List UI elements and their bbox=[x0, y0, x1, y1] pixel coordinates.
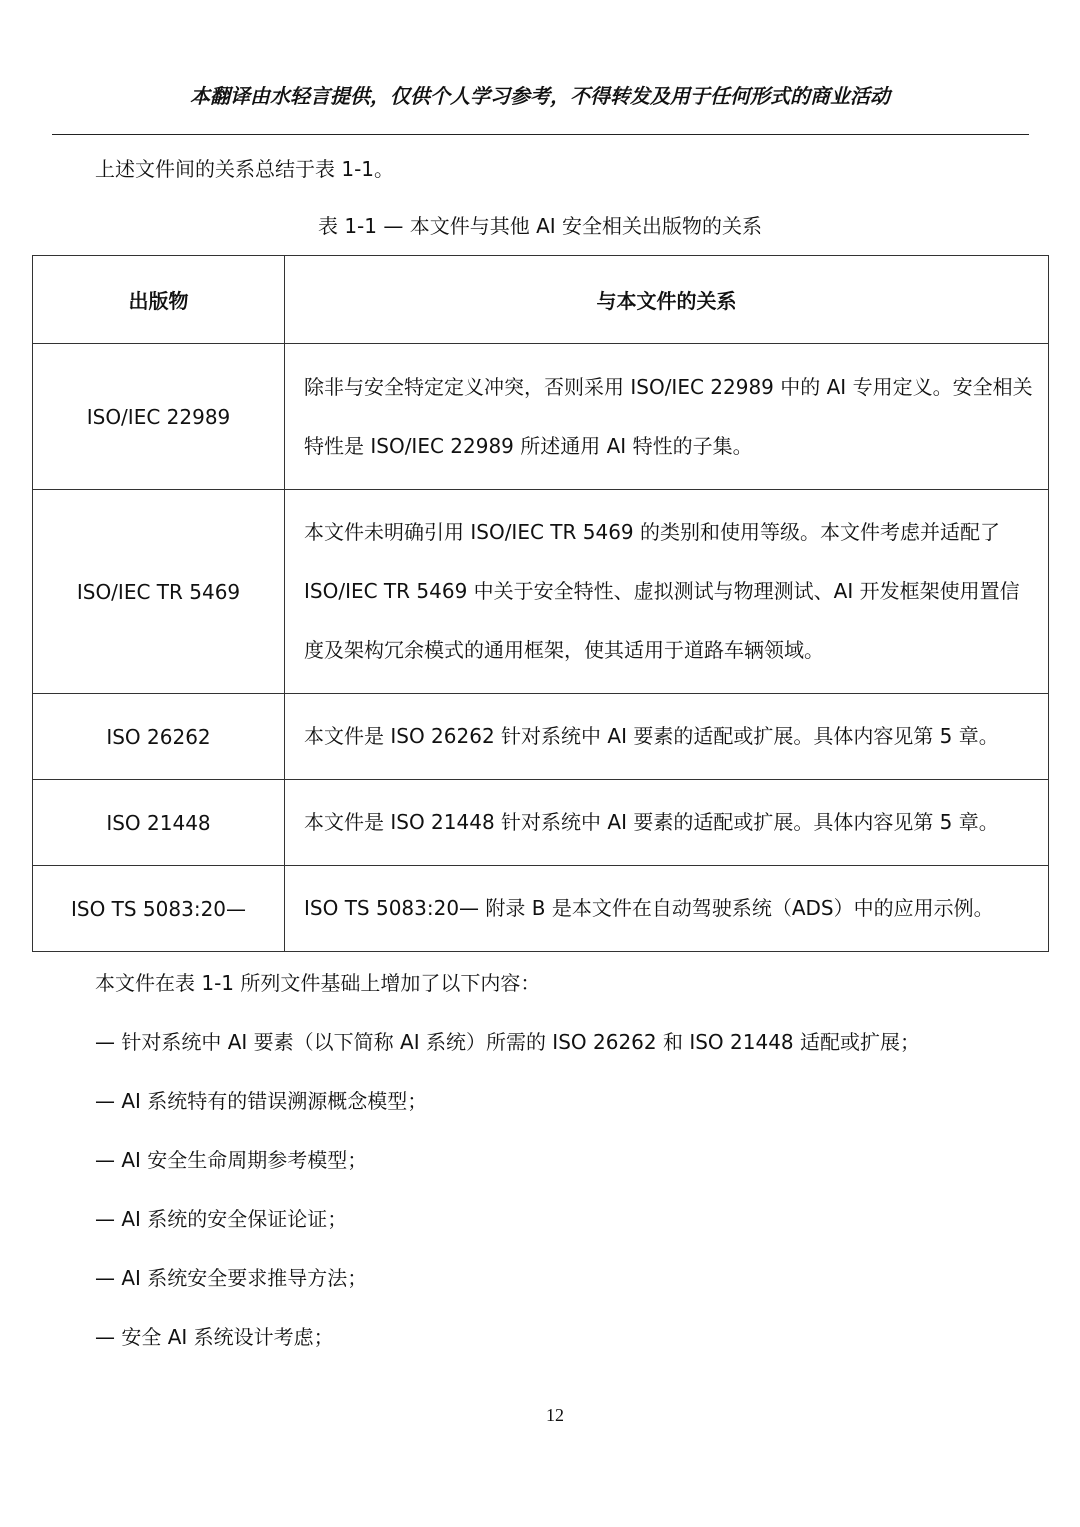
cell-relationship: 本文件未明确引用 ISO/IEC TR 5469 的类别和使用等级。本文件考虑并适配了 ISO/IEC TR 5469 中关于安全特性、虚拟测试与物理测试、AI 开发框架使用置信度及架构冗余模式的通用框架，使其适用于道路车辆领域。 bbox=[285, 490, 1049, 694]
table-row bbox=[33, 490, 1049, 694]
cell-publication: ISO/IEC TR 5469 bbox=[33, 490, 285, 694]
list-item: — AI 安全生命周期参考模型； bbox=[95, 1148, 368, 1172]
cell-publication: ISO 26262 bbox=[33, 694, 285, 780]
cell-relationship: 本文件是 ISO 21448 针对系统中 AI 要素的适配或扩展。具体内容见第 5 章。 bbox=[285, 780, 1049, 866]
cell-relationship: 本文件是 ISO 26262 针对系统中 AI 要素的适配或扩展。具体内容见第 5 章。 bbox=[285, 694, 1049, 780]
cell-publication: ISO 21448 bbox=[33, 780, 285, 866]
cell-relationship: 除非与安全特定定义冲突，否则采用 ISO/IEC 22989 中的 AI 专用定义。安全相关特性是 ISO/IEC 22989 所述通用 AI 特性的子集。 bbox=[285, 344, 1049, 490]
list-item: — AI 系统的安全保证论证； bbox=[95, 1207, 348, 1231]
header-notice: 本翻译由水轻言提供，仅供个人学习参考，不得转发及用于任何形式的商业活动 bbox=[190, 84, 890, 108]
intro-paragraph: 上述文件间的关系总结于表 1-1。 bbox=[95, 157, 395, 181]
header-relationship: 与本文件的关系 bbox=[285, 256, 1049, 344]
table-header-row bbox=[33, 256, 1049, 344]
cell-publication: ISO/IEC 22989 bbox=[33, 344, 285, 490]
list-item: — 安全 AI 系统设计考虑； bbox=[95, 1325, 334, 1349]
list-item: — AI 系统安全要求推导方法； bbox=[95, 1266, 368, 1290]
list-item: — AI 系统特有的错误溯源概念模型； bbox=[95, 1089, 428, 1113]
cell-relationship: ISO TS 5083:20— 附录 B 是本文件在自动驾驶系统（ADS）中的应用示例。 bbox=[285, 866, 1049, 952]
additions-lead: 本文件在表 1-1 所列文件基础上增加了以下内容： bbox=[95, 971, 541, 995]
relationship-table bbox=[32, 255, 1049, 952]
cell-publication: ISO TS 5083:20— bbox=[33, 866, 285, 952]
list-item: — 针对系统中 AI 要素（以下简称 AI 系统）所需的 ISO 26262 和 ISO 21448 适配或扩展； bbox=[95, 1030, 921, 1054]
table-row bbox=[33, 780, 1049, 866]
page-number: 12 bbox=[546, 1405, 564, 1425]
header-publication: 出版物 bbox=[33, 256, 285, 344]
table-caption: 表 1-1 — 本文件与其他 AI 安全相关出版物的关系 bbox=[317, 214, 763, 238]
table-row bbox=[33, 866, 1049, 952]
table-row bbox=[33, 344, 1049, 490]
header-divider bbox=[52, 134, 1029, 135]
table-row bbox=[33, 694, 1049, 780]
